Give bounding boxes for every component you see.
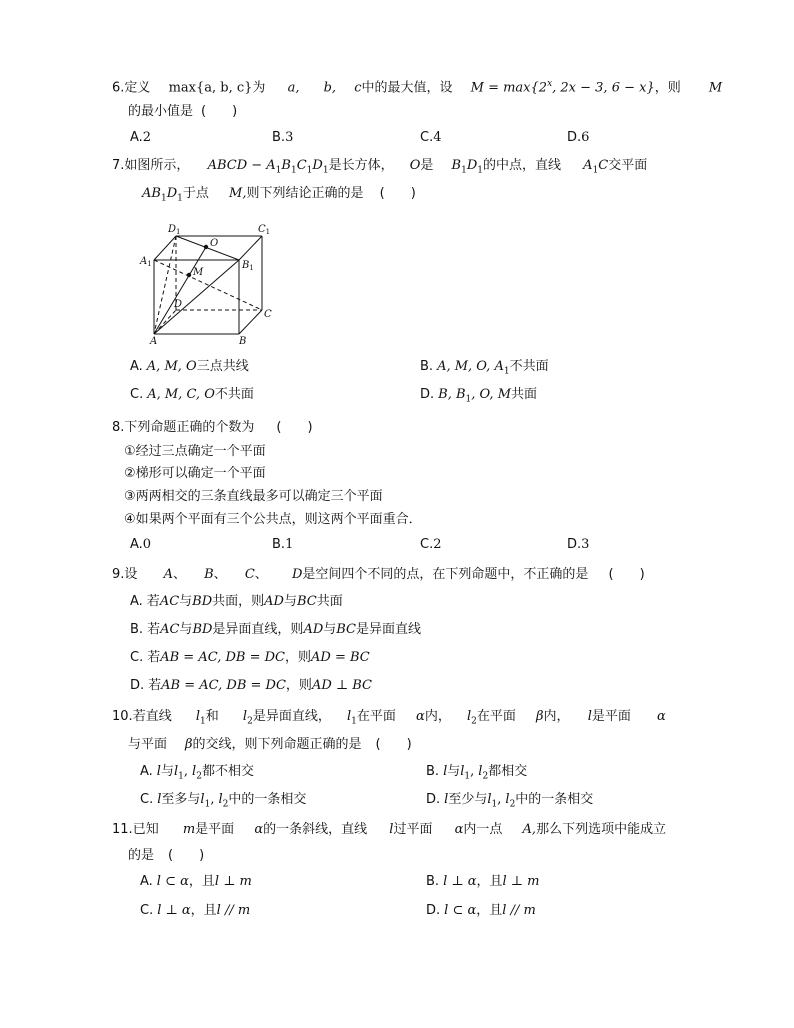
q11-text: 那么下列选项中能成立 (536, 822, 667, 837)
option-label: C. (130, 387, 144, 402)
q11-text: 的一条斜线，直线 (263, 822, 368, 837)
q7-math: B (281, 158, 291, 173)
option-value: 2 (142, 130, 152, 145)
q9-option-b[interactable] (130, 620, 421, 640)
q9-option-a[interactable] (130, 592, 343, 612)
answer-paren: ( ) (276, 420, 313, 435)
option-label: C. (140, 903, 154, 918)
option-math: AC (160, 622, 180, 637)
q7-math: M, (229, 186, 247, 201)
option-label: D. (567, 130, 582, 145)
option-text: 中的一条相交 (515, 792, 594, 807)
q6-math-Mvar: M (708, 80, 723, 96)
option-math: l // m (216, 903, 251, 918)
q7-sub: 1 (306, 165, 313, 176)
option-value: 2 (433, 537, 442, 552)
option-label: B. (426, 874, 440, 889)
option-math: l ⊥ m (214, 874, 252, 889)
q10-math: l (195, 709, 201, 724)
q7-sub: 1 (477, 165, 484, 176)
q11-math: α (254, 822, 264, 837)
option-text: 若 (147, 650, 161, 665)
q6-math-sup: x (547, 79, 553, 89)
q11-text: 内一点 (463, 822, 503, 837)
q10-stem-line1 (112, 707, 666, 732)
q10-sub: 1 (200, 716, 206, 727)
option-label: B. (426, 764, 440, 779)
q10-text: 在平面 (476, 709, 516, 724)
edge-a1-d1 (154, 236, 176, 260)
q10-text: 内， (543, 709, 570, 724)
q7-sub: 1 (160, 193, 167, 204)
q7-math: A (583, 158, 593, 173)
q7-option-c[interactable] (130, 385, 254, 405)
q10-text: 内， (424, 709, 451, 724)
option-math: AD (303, 622, 324, 637)
q7-math: D (466, 158, 478, 173)
q9-text: 是空间四个不同的点，在下列命题中，不正确的是 (302, 567, 589, 582)
q7-text: 的中点，直线 (483, 158, 562, 173)
q7-text: 交平面 (608, 158, 648, 173)
option-label: B. (272, 130, 286, 145)
q10-sub: 1 (351, 716, 357, 727)
q11-option-a[interactable] (140, 872, 252, 892)
option-math: , (470, 764, 475, 779)
q10-sub: 2 (247, 716, 253, 727)
option-text: 与 (160, 764, 174, 779)
option-label: D. (567, 537, 582, 552)
q7-text: 如图所示， (124, 158, 190, 173)
option-text: 至多与 (161, 792, 201, 807)
option-sub: 1 (464, 771, 471, 782)
q9-math: B (204, 567, 214, 582)
q10-option-c[interactable] (140, 790, 306, 815)
q7-math: O (409, 158, 421, 173)
q6-math-a: a, (287, 80, 300, 96)
option-math: l (200, 792, 205, 807)
q6-number: 6. (112, 80, 125, 96)
q10-text: 与平面 (128, 737, 168, 752)
option-math: l (478, 764, 483, 779)
option-math: l (460, 764, 465, 779)
q11-number: 11. (112, 822, 133, 837)
q9-math: C (244, 567, 255, 582)
option-label: A. (130, 594, 143, 609)
q11-text: 是平面 (195, 822, 235, 837)
q9-text: 设 (124, 567, 138, 582)
q10-number: 10. (112, 709, 133, 724)
q10-math: α (416, 709, 425, 724)
option-text: 不共面 (214, 387, 254, 402)
q7-option-a[interactable] (130, 357, 249, 377)
label-a: A (150, 336, 158, 346)
q8-option-a[interactable] (130, 535, 151, 555)
label-a1: $A_1$ (140, 256, 152, 268)
q10-math: β (536, 709, 544, 724)
option-label: A. (140, 764, 153, 779)
option-math: AB = AC, DB = DC (160, 650, 285, 665)
q11-text: 的是 (128, 848, 155, 863)
q9-sep: 、 (172, 567, 186, 582)
option-text: ，且 (190, 903, 217, 918)
option-math: l ⊥ α (157, 903, 191, 918)
option-text: 若 (146, 594, 160, 609)
q11-stem-line1 (112, 820, 666, 840)
q10-math: β (185, 737, 193, 752)
option-math: l ⊂ α (444, 903, 477, 918)
option-label: C. (420, 537, 434, 552)
option-text: 中的一条相交 (228, 792, 307, 807)
q10-math: l (346, 709, 352, 724)
q6-text: 中的最大值，设 (361, 80, 453, 96)
q7-math: D (166, 186, 178, 201)
hidden-d1-a (154, 236, 176, 334)
q6-text: 为 (252, 80, 266, 96)
point-m (187, 273, 191, 277)
option-label: A. (130, 537, 143, 552)
option-math: BC (336, 622, 357, 637)
option-text: 共面 (511, 387, 538, 402)
option-sub: 2 (196, 771, 202, 782)
option-math: AD = BC (311, 650, 370, 665)
q10-math: α (657, 709, 666, 724)
q7-option-b[interactable] (420, 357, 549, 382)
option-math: , (497, 792, 502, 807)
q9-number: 9. (112, 567, 125, 582)
q10-text: 若直线 (132, 709, 172, 724)
q6-math-c: c (354, 80, 362, 96)
q6-math-M2: , 2x − 3, 6 − x} (552, 80, 655, 96)
q7-math: D (312, 158, 323, 173)
q6-stem-line1 (112, 74, 722, 98)
option-text: 与 (447, 764, 461, 779)
q10-math: l (587, 709, 592, 724)
q7-sub: 1 (461, 165, 467, 176)
label-o: O (210, 238, 219, 249)
option-value: 3 (581, 537, 590, 552)
option-math: l // m (502, 903, 536, 918)
q11-text: 已知 (132, 822, 159, 837)
option-math: , O, M (471, 387, 512, 402)
option-math: AD (264, 594, 284, 609)
q10-text: 和 (205, 709, 219, 724)
q9-option-d[interactable] (130, 676, 372, 696)
option-math: , (210, 792, 215, 807)
option-math: BD (192, 594, 213, 609)
option-math: l (156, 764, 161, 779)
option-value: 6 (581, 130, 590, 145)
option-text: 若 (147, 622, 161, 637)
option-label: D. (130, 678, 145, 693)
q7-figure-box (138, 218, 278, 346)
q10-stem-line2 (128, 735, 412, 755)
q10-option-d[interactable] (426, 790, 593, 815)
q10-text: 是平面 (591, 709, 631, 724)
q11-option-d[interactable] (426, 901, 536, 921)
option-text: 与 (179, 594, 193, 609)
q7-math: B (451, 158, 462, 173)
q6-option-d[interactable] (567, 128, 589, 148)
option-text: 与 (179, 622, 193, 637)
q10-text: 在平面 (356, 709, 396, 724)
option-label: C. (130, 650, 144, 665)
option-math: l (443, 764, 448, 779)
q11-option-c[interactable] (140, 901, 250, 921)
q8-statement-1: ①经过三点确定一个平面 (124, 444, 266, 459)
option-text: 不共面 (509, 359, 549, 374)
option-text: ，则 (285, 678, 312, 693)
option-math: AC (159, 594, 180, 609)
option-math: l (444, 792, 449, 807)
q8-text: 下列命题正确的个数为 (124, 420, 255, 435)
q8-statement-4: ④如果两个平面有三个公共点，则这两个平面重合． (124, 512, 422, 527)
option-math: B, B (438, 387, 466, 402)
option-sub: 1 (491, 799, 498, 810)
q8-option-b[interactable] (272, 535, 293, 555)
edge-c1-b1 (239, 236, 262, 260)
option-label: C. (420, 130, 434, 145)
q10-text: 的交线，则下列命题正确的是 (192, 737, 362, 752)
option-label: D. (426, 792, 441, 807)
answer-paren: ( ) (375, 737, 412, 752)
q11-math: A, (522, 822, 537, 837)
q8-statement-2: ②梯形可以确定一个平面 (124, 466, 266, 481)
q7-sub: 1 (177, 193, 183, 204)
option-math: l (157, 792, 162, 807)
point-o (204, 245, 208, 249)
q7-text: 于点 (182, 186, 209, 201)
option-label: A. (130, 130, 143, 145)
label-b: B (239, 336, 247, 346)
option-math: , (183, 764, 189, 779)
q6-math-max: max{a, b, c} (168, 80, 253, 96)
option-math: A, M, O, A (437, 359, 504, 374)
option-text: ，且 (188, 874, 215, 889)
q10-text: 是异面直线， (252, 709, 331, 724)
q9-math: D (291, 567, 303, 582)
option-text: 共面 (316, 594, 343, 609)
label-d: D (174, 299, 183, 310)
q6-option-a[interactable] (130, 128, 151, 148)
option-math: BC (297, 594, 317, 609)
option-sub: 2 (509, 799, 516, 810)
q7-text: 则下列结论正确的是 (246, 186, 364, 201)
option-math: A, M, O (146, 359, 197, 374)
option-label: B. (420, 359, 434, 374)
option-text: 是异面直线，则 (212, 622, 304, 637)
q10-option-b[interactable] (426, 762, 527, 787)
option-sub: 1 (204, 799, 211, 810)
q7-number: 7. (112, 158, 125, 173)
option-math: A, M, C, O (147, 387, 215, 402)
q9-sep: 、 (254, 567, 268, 582)
q11-stem-line2 (128, 846, 204, 866)
option-label: B. (272, 537, 286, 552)
q7-stem-line1 (112, 156, 647, 181)
option-label: C. (140, 792, 154, 807)
option-text: 是异面直线 (356, 622, 422, 637)
label-c: C (264, 309, 272, 320)
answer-paren: ( ) (168, 848, 205, 863)
hidden-a-d (154, 310, 176, 334)
option-sub: 1 (178, 771, 184, 782)
option-math: l (487, 792, 492, 807)
q7-text: 是 (420, 158, 434, 173)
q7-text: 是长方体， (328, 158, 394, 173)
q7-sub: 1 (322, 165, 329, 176)
q7-sub: 1 (290, 165, 297, 176)
q8-option-c[interactable] (420, 535, 442, 555)
answer-paren: ( ) (201, 104, 238, 119)
q7-math: ABCD − A (207, 158, 276, 173)
label-d1: $D_1$ (168, 224, 181, 236)
q10-sub: 2 (471, 716, 477, 727)
option-math: l (218, 792, 223, 807)
q11-math: l (389, 822, 394, 837)
option-sub: 2 (482, 771, 489, 782)
option-label: A. (130, 359, 143, 374)
option-text: 都不相交 (201, 764, 254, 779)
option-math: l (173, 764, 179, 779)
q7-sub: 1 (275, 165, 282, 176)
label-c1: $C_1$ (258, 224, 271, 236)
q8-number: 8. (112, 420, 125, 435)
q7-math: C (296, 158, 307, 173)
option-label: D. (426, 903, 441, 918)
option-sub: 2 (222, 799, 229, 810)
q6-math-M: M = max{2 (470, 80, 548, 96)
answer-paren: ( ) (379, 186, 416, 201)
option-math: l (192, 764, 197, 779)
q7-sub: 1 (592, 165, 599, 176)
option-text: 若 (148, 678, 162, 693)
option-text: 三点共线 (196, 359, 249, 374)
q6-option-b[interactable] (272, 128, 293, 148)
option-math: BD (192, 622, 213, 637)
option-math: l ⊥ m (502, 874, 540, 889)
q6-text: ，则 (654, 80, 681, 96)
q9-option-c[interactable] (130, 648, 370, 668)
option-math: AD ⊥ BC (311, 678, 372, 693)
q11-math: α (454, 822, 464, 837)
option-text: 与 (283, 594, 297, 609)
option-sub: 1 (503, 366, 510, 377)
option-value: 0 (142, 537, 152, 552)
option-math: AB = AC, DB = DC (161, 678, 286, 693)
q7-math: C (598, 158, 609, 173)
option-math: l ⊂ α (156, 874, 189, 889)
option-value: 1 (285, 537, 294, 552)
q7-math: AB (142, 186, 161, 201)
option-text: 都相交 (488, 764, 528, 779)
q9-math: A (163, 567, 173, 582)
q8-stem (112, 418, 313, 438)
answer-paren: ( ) (608, 567, 645, 582)
q6-text: 定义 (124, 80, 151, 96)
q9-sep: 、 (213, 567, 227, 582)
q8-statement-3: ③两两相交的三条直线最多可以确定三个平面 (124, 489, 383, 504)
option-text: 共面，则 (212, 594, 265, 609)
q9-stem (112, 565, 645, 585)
q11-math: m (182, 822, 196, 837)
option-text: ，则 (284, 650, 311, 665)
option-sub: 1 (465, 394, 472, 405)
option-text: 至少与 (448, 792, 488, 807)
edge-b-c (239, 310, 262, 334)
option-text: ，且 (476, 903, 503, 918)
label-b1: $B_1$ (242, 260, 254, 272)
q11-option-b[interactable] (426, 872, 540, 892)
option-text: ，且 (476, 874, 503, 889)
q6-stem-line2 (128, 102, 237, 122)
q10-option-a[interactable] (140, 762, 254, 787)
option-label: A. (140, 874, 153, 889)
q8-option-d[interactable] (567, 535, 589, 555)
label-m: M (193, 267, 204, 278)
option-text: 与 (323, 622, 337, 637)
q11-text: 过平面 (393, 822, 433, 837)
q6-text: 的最小值是 (128, 104, 194, 119)
q7-stem-line2 (142, 184, 416, 209)
q6-option-c[interactable] (420, 128, 442, 148)
q10-math: l (242, 709, 248, 724)
q7-option-d[interactable] (420, 385, 537, 410)
option-math: l (505, 792, 510, 807)
q6-math-b: b, (323, 80, 337, 96)
option-value: 4 (433, 130, 442, 145)
option-label: B. (130, 622, 144, 637)
option-math: l ⊥ α (443, 874, 477, 889)
option-label: D. (420, 387, 435, 402)
option-value: 3 (285, 130, 294, 145)
q10-math: l (466, 709, 472, 724)
